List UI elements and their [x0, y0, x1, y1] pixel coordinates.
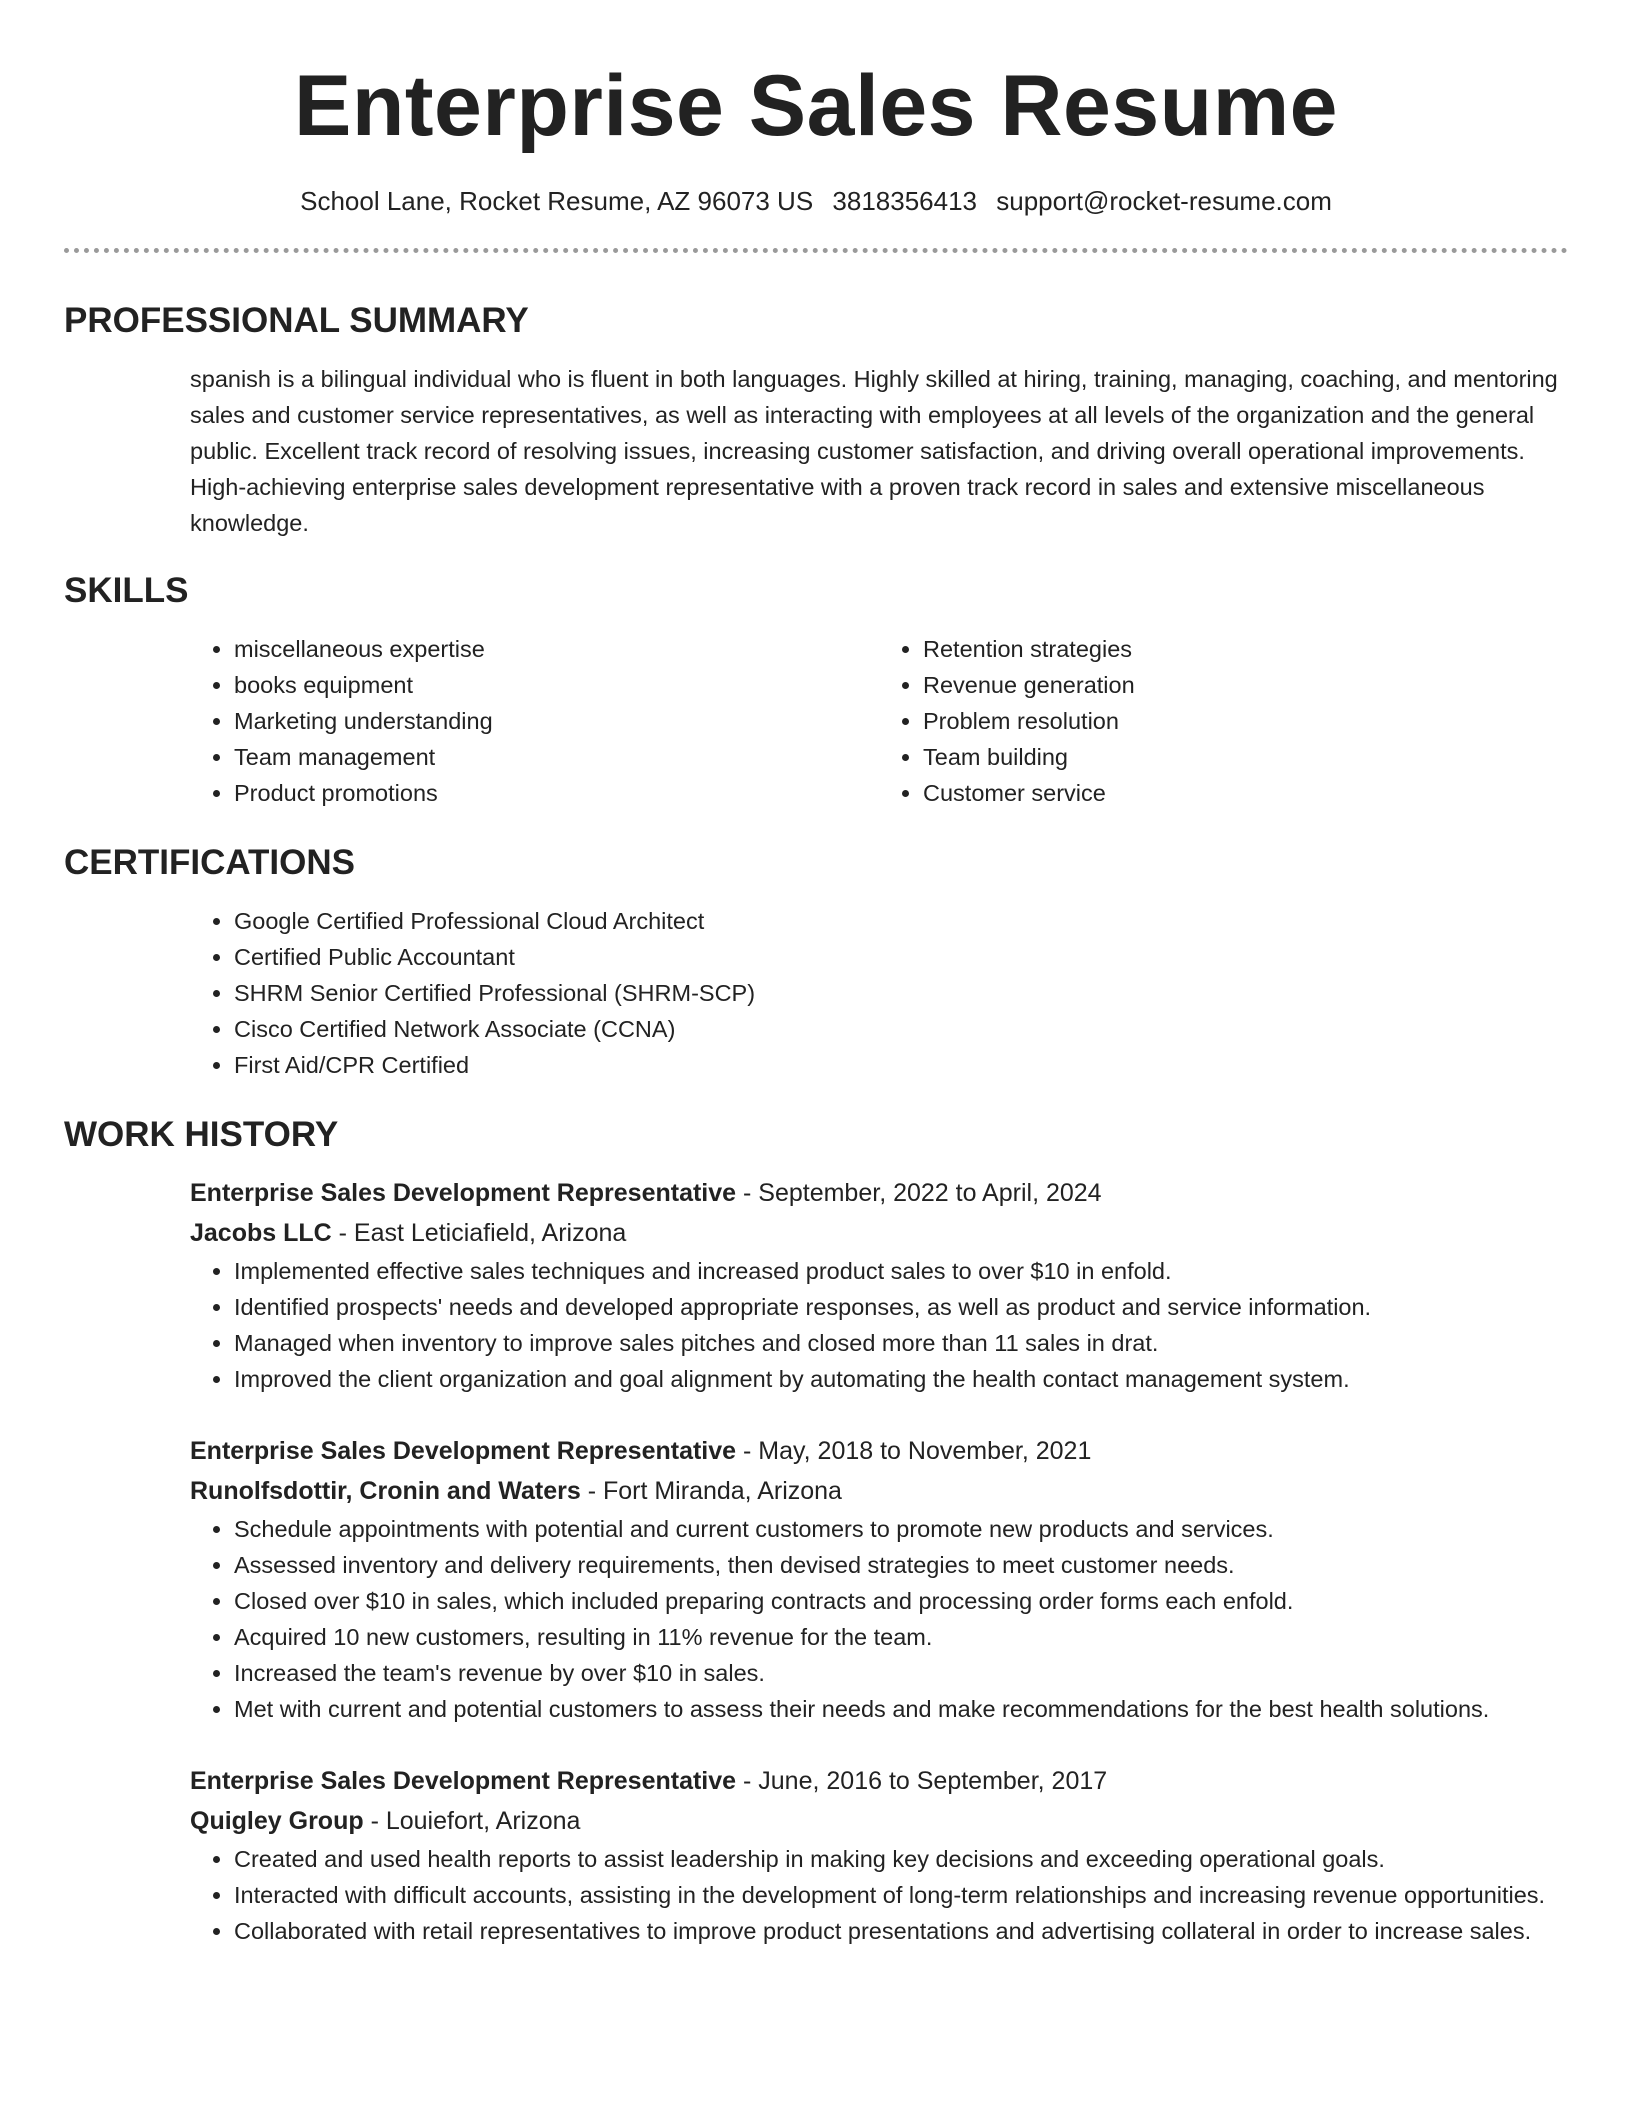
certification-item: • Cisco Certified Network Associate (CCNA) — [234, 1011, 1568, 1047]
work-history-heading: WORK HISTORY — [64, 1115, 339, 1154]
job-dates: - September, 2022 to April, 2024 — [736, 1179, 1102, 1207]
job-bullet: • Interacted with difficult accounts, assisting in the development of long-term relationships and increasing revenue opportunities. — [234, 1877, 1568, 1913]
job-company: Jacobs LLC — [190, 1219, 332, 1247]
job-company-line — [190, 1801, 1568, 1841]
certification-item: • Certified Public Accountant — [234, 939, 1568, 975]
job-location: - East Leticiafield, Arizona — [331, 1219, 627, 1247]
skill-item: • Product promotions — [234, 775, 879, 811]
job-bullet: • Created and used health reports to assist leadership in making key decisions and exceeding operational goals. — [234, 1841, 1568, 1877]
skills-list-left — [190, 631, 879, 811]
job-title-line — [190, 1761, 1568, 1801]
skill-item: • miscellaneous expertise — [234, 631, 879, 667]
job-bullet: • Closed over $10 in sales, which included preparing contracts and processing order forms each enfold. — [234, 1583, 1568, 1619]
header-divider — [64, 248, 1568, 253]
resume-title: Enterprise Sales Resume — [293, 58, 1338, 154]
job-company-line — [190, 1213, 1568, 1253]
job-entry — [190, 1431, 1568, 1727]
skills-list-right — [879, 631, 1568, 811]
job-bullet: • Implemented effective sales techniques and increased product sales to over $10 in enfold. — [234, 1253, 1568, 1289]
job-dates: - May, 2018 to November, 2021 — [736, 1437, 1092, 1465]
job-company: Runolfsdottir, Cronin and Waters — [190, 1477, 581, 1505]
contact-line — [64, 184, 1568, 218]
certifications-section — [64, 841, 1568, 1083]
skill-item: • Retention strategies — [923, 631, 1568, 667]
certifications-heading: CERTIFICATIONS — [64, 843, 356, 882]
job-bullet: • Acquired 10 new customers, resulting in 11% revenue for the team. — [234, 1619, 1568, 1655]
job-bullet: • Assessed inventory and delivery requirements, then devised strategies to meet customer needs. — [234, 1547, 1568, 1583]
job-entry — [190, 1761, 1568, 1949]
job-title: Enterprise Sales Development Representative — [190, 1767, 737, 1795]
skill-item: • Customer service — [923, 775, 1568, 811]
job-entry — [190, 1173, 1568, 1397]
job-bullets — [190, 1511, 1568, 1727]
skill-item: • Team management — [234, 739, 879, 775]
job-title: Enterprise Sales Development Representative — [190, 1437, 737, 1465]
certification-item: • Google Certified Professional Cloud Architect — [234, 903, 1568, 939]
job-title-line — [190, 1173, 1568, 1213]
job-company-line — [190, 1471, 1568, 1511]
skill-item: • Revenue generation — [923, 667, 1568, 703]
job-bullet: • Identified prospects' needs and developed appropriate responses, as well as product and service information. — [234, 1289, 1568, 1325]
contact-address: School Lane, Rocket Resume, AZ 96073 US — [300, 186, 814, 216]
job-bullet: • Managed when inventory to improve sales pitches and closed more than 11 sales in drat. — [234, 1325, 1568, 1361]
work-history-section — [64, 1113, 1568, 1949]
certifications-list — [190, 903, 1568, 1083]
skill-item: • Marketing understanding — [234, 703, 879, 739]
certification-item: • First Aid/CPR Certified — [234, 1047, 1568, 1083]
job-bullet: • Met with current and potential customers to assess their needs and make recommendations for the best health solutions. — [234, 1691, 1568, 1727]
job-location: - Louiefort, Arizona — [363, 1807, 581, 1835]
job-bullet: • Collaborated with retail representatives to improve product presentations and advertising collateral in order to increase sales. — [234, 1913, 1568, 1949]
job-bullet: • Improved the client organization and goal alignment by automating the health contact management system. — [234, 1361, 1568, 1397]
summary-section — [64, 299, 1568, 541]
job-bullet: • Increased the team's revenue by over $10 in sales. — [234, 1655, 1568, 1691]
skills-heading: SKILLS — [64, 571, 189, 610]
job-bullets — [190, 1841, 1568, 1949]
contact-phone: 3818356413 — [832, 186, 978, 216]
skill-item: • Problem resolution — [923, 703, 1568, 739]
job-bullets — [190, 1253, 1568, 1397]
summary-heading: PROFESSIONAL SUMMARY — [64, 301, 529, 340]
contact-email: support@rocket-resume.com — [996, 186, 1332, 216]
summary-text: spanish is a bilingual individual who is fluent in both languages. Highly skilled at hiring, training, managing, coaching, and mentoring sales and customer service representatives, as well as interacting with employees at all levels of the organization and the general public. Excellent track record of resolving issues, increasing customer satisfaction, and driving overall operational improvements. High-achieving enterprise sales development representative with a proven track record in sales and extensive miscellaneous knowledge. — [190, 366, 1558, 536]
job-title-line — [190, 1431, 1568, 1471]
job-location: - Fort Miranda, Arizona — [580, 1477, 842, 1505]
skill-item: • books equipment — [234, 667, 879, 703]
job-bullet: • Schedule appointments with potential and current customers to promote new products and services. — [234, 1511, 1568, 1547]
job-title: Enterprise Sales Development Representative — [190, 1179, 737, 1207]
job-company: Quigley Group — [190, 1807, 364, 1835]
job-dates: - June, 2016 to September, 2017 — [736, 1767, 1108, 1795]
skills-section — [64, 569, 1568, 811]
certification-item: • SHRM Senior Certified Professional (SHRM-SCP) — [234, 975, 1568, 1011]
skill-item: • Team building — [923, 739, 1568, 775]
